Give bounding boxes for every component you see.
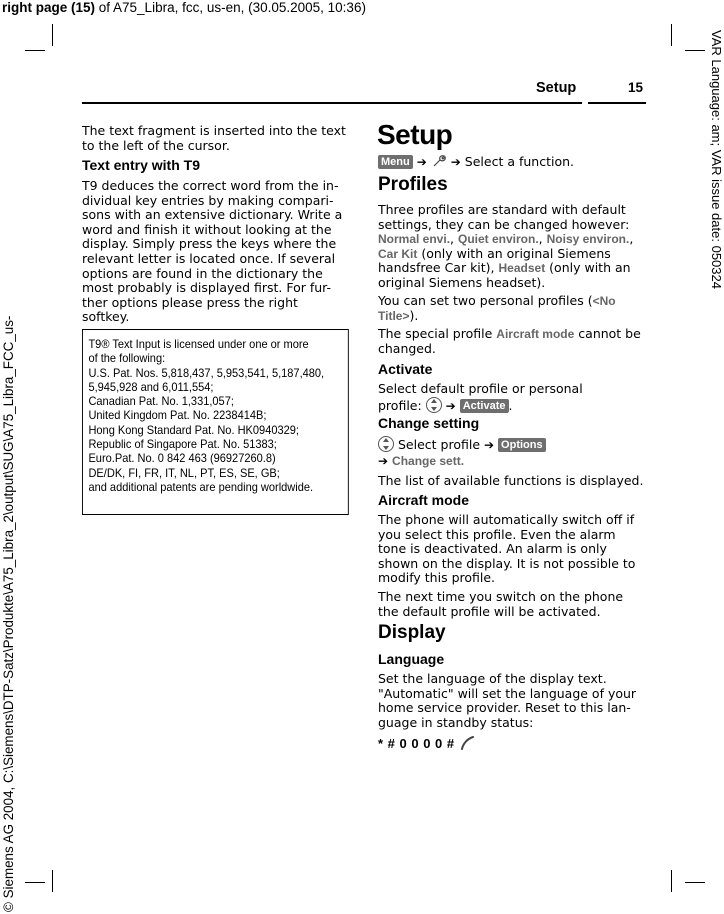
t9-line: most probably is displayed first. For fur- <box>82 280 332 296</box>
ui-label-normal: Normal envi. <box>378 232 451 247</box>
license-line: Hong Kong Standard Pat. No. HK0940329; <box>88 422 299 437</box>
t9-line: options are found in the dictionary the <box>82 265 323 281</box>
text-run: Three profiles are standard with default settings, they can be changed however: <box>378 202 630 232</box>
arrow-icon: ➔ <box>378 453 389 468</box>
change-setting-result: The list of available functions is displayed. <box>378 473 644 488</box>
profiles-paragraph-2 <box>378 294 646 323</box>
license-line: Republic of Singapore Pat. No. 51383; <box>88 437 277 452</box>
right-margin-text: VAR Language: am; VAR issue date: 050324 <box>709 30 724 289</box>
ui-label-quiet: Quiet environ. <box>457 232 539 247</box>
page-header <box>82 80 646 106</box>
nav-path <box>378 154 648 170</box>
options-softkey: Options <box>498 438 546 452</box>
language-paragraph: Set the language of the display text. "Automatic" will set the language of your home service provider. Reset to this lan-guage in standby status: <box>378 671 637 730</box>
license-line: United Kingdom Pat. No. 2238414B; <box>88 408 267 423</box>
arrow-icon: ➔ <box>450 155 461 169</box>
text-run: cannot be changed. <box>378 326 641 356</box>
license-box <box>82 329 349 515</box>
license-line: U.S. Pat. Nos. 5,818,437, 5,953,541, 5,187,480, <box>88 365 325 380</box>
t9-line: dividual key entries by making compari- <box>82 192 334 208</box>
header-rule <box>82 102 646 104</box>
profiles-paragraph-1: Three profiles are standard with default settings, they can be changed however: Normal envi., Quiet environ., Noisy environ., Car Kit (only with an original Siemens handsfree Car kit), Headset (only with an original Siemens headset). <box>378 202 634 290</box>
ui-label-aircraft: Aircraft mode <box>496 327 575 341</box>
t9-line: display. Simply press the keys where the <box>82 236 337 252</box>
running-header-bold: right page (15) <box>2 0 96 15</box>
arrow-icon: ➔ <box>416 155 427 169</box>
display-heading: Display <box>378 622 446 643</box>
change-setting-heading: Change setting <box>378 415 480 431</box>
ui-label-change-sett: Change sett. <box>392 453 465 468</box>
reset-code-text: * # 0 0 0 0 # <box>378 736 455 751</box>
aircraft-heading: Aircraft mode <box>378 492 470 508</box>
text-run: ). <box>409 307 419 323</box>
text-run: (only with an original Siemens headset). <box>378 260 631 290</box>
license-line: T9® Text Input is licensed under one or more <box>88 337 309 351</box>
nav-key-icon <box>378 436 394 452</box>
arrow-icon: ➔ <box>484 438 495 452</box>
activate-heading: Activate <box>378 361 433 377</box>
page-title: Setup <box>377 119 453 150</box>
nav-key-icon <box>426 397 442 413</box>
arrow-icon: ➔ <box>445 398 456 413</box>
aircraft-paragraph-1: The phone will automatically switch off if you select this profile. Even the alarm tone is deactivated. An alarm is only shown on the display. It is not possible to modify this profile. <box>378 512 636 586</box>
profiles-paragraph-3 <box>378 327 646 356</box>
menu-key: Menu <box>378 155 413 169</box>
ui-label-carkit: Car Kit <box>378 246 418 261</box>
left-margin-text: © Siemens AG 2004, C:\Siemens\DTP-Satz\Produkte\A75_Libra_2\output\SUG\A75_Libra_FCC_us- <box>1 315 16 912</box>
profiles-heading: Profiles <box>378 174 448 195</box>
call-key-icon <box>460 735 476 749</box>
ui-label-noisy: Noisy environ. <box>546 232 630 247</box>
license-line: Canadian Pat. No. 1,331,057; <box>88 394 234 409</box>
activate-softkey: Activate <box>460 399 509 413</box>
language-heading: Language <box>378 651 445 667</box>
t9-line: T9 deduces the correct word from the in- <box>82 178 339 193</box>
text-run: Select profile <box>397 437 481 452</box>
license-line: of the following: <box>88 351 166 366</box>
text-run: You can set two personal profiles ( <box>378 293 593 308</box>
change-setting-steps <box>378 436 646 468</box>
page-number: 15 <box>628 80 644 95</box>
section-title: Setup <box>536 80 577 96</box>
running-header-rest: of A75_Libra, fcc, us-en, (30.05.2005, 10:36) <box>95 0 366 15</box>
ui-label-headset: Headset <box>498 261 546 276</box>
ui-label-no-title: <No Title> <box>378 294 616 323</box>
nav-text: Select a function. <box>464 154 575 169</box>
text-run: Select default profile or personal profile: <box>378 381 583 413</box>
running-header <box>2 0 366 15</box>
reset-code <box>378 733 476 752</box>
t9-heading: Text entry with T9 <box>82 157 200 173</box>
license-line: Euro.Pat. No. 0 842 463 (96927260.8) <box>88 451 276 466</box>
text-run: The special profile <box>378 326 497 341</box>
t9-line: softkey. <box>82 309 130 325</box>
settings-wrench-icon <box>431 154 447 168</box>
t9-line: word and finish it without looking at the <box>82 221 332 237</box>
text-run: (only with an original Siemens handsfree Car kit), <box>378 245 611 276</box>
license-line: and additional patents are pending worldwide. <box>88 479 314 494</box>
license-line: DE/DK, FI, FR, IT, NL, PT, ES, SE, GB; <box>88 465 280 480</box>
license-line: 5,945,928 and 6,011,554; <box>88 379 214 394</box>
intro-paragraph: The text fragment is inserted into the text to the left of the cursor. <box>82 123 346 153</box>
t9-line: ther options please press the right <box>82 294 298 310</box>
t9-line: relevant letter is located once. If several <box>82 250 336 266</box>
activate-paragraph: Select default profile or personal profile: ➔ Activate . <box>378 381 583 413</box>
t9-body <box>82 179 354 325</box>
header-rule-gap <box>582 101 588 105</box>
aircraft-paragraph-2: The next time you switch on the phone the default profile will be activated. <box>378 589 624 619</box>
t9-line: sons with an extensive dictionary. Write a <box>82 207 343 223</box>
